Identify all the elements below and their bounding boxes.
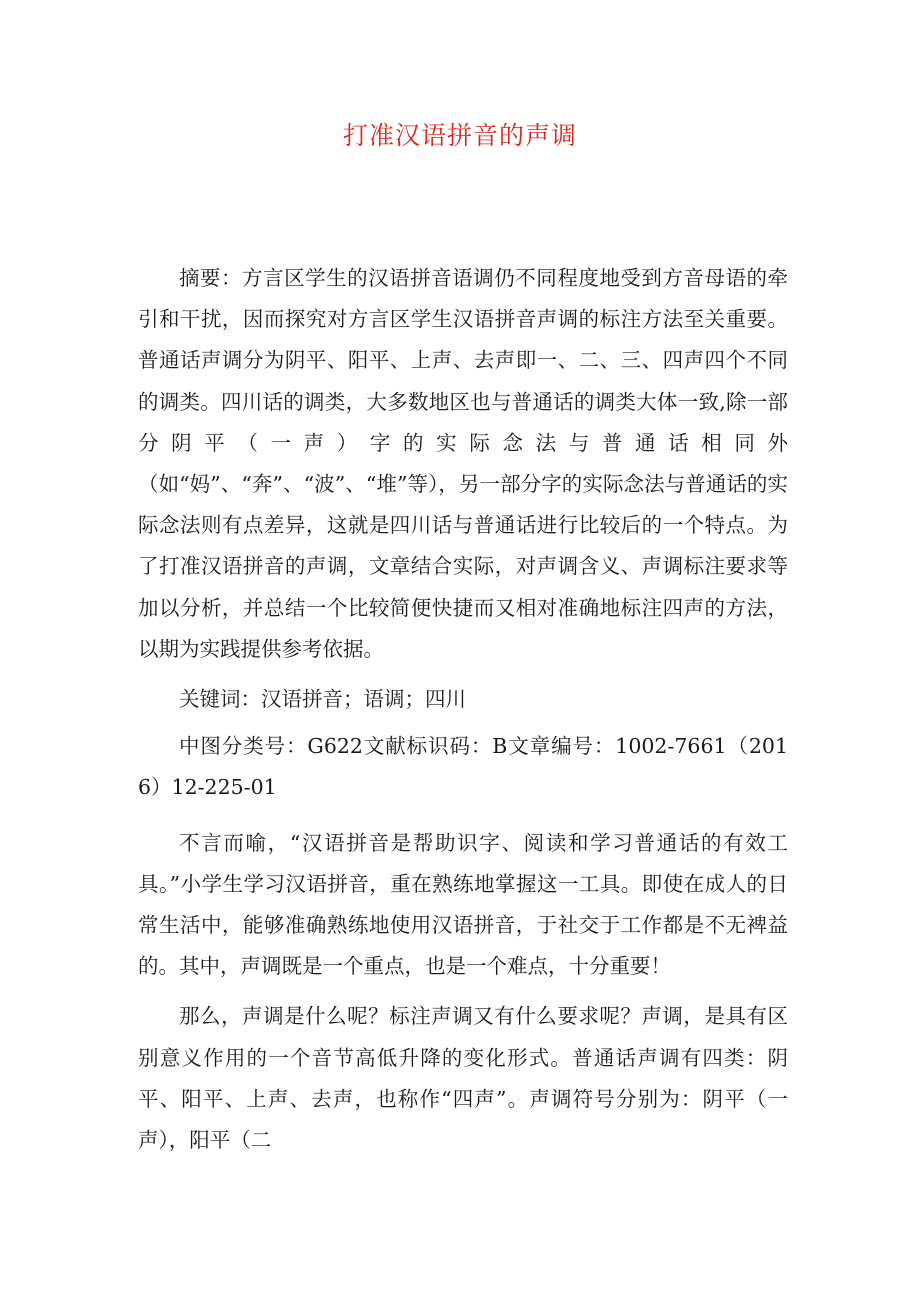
classification-line: 中图分类号：G622文献标识码：B文章编号：1002-7661（2016）12-225-01	[138, 734, 788, 800]
body-paragraph-2: 那么，声调是什么呢？标注声调又有什么要求呢？声调，是具有区别意义作用的一个音节高低升降的变化形式。普通话声调有四类：阴平、阳平、上声、去声，也称作“四声”。声调符号分别为：阴平（一声），阳平（二	[138, 1004, 788, 1153]
keywords-line: 关键词：汉语拼音；语调；四川	[179, 687, 466, 712]
body-paragraph-1: 不言而喻，“汉语拼音是帮助识字、阅读和学习普通话的有效工具。”小学生学习汉语拼音，重在熟练地掌握这一工具。即使在成人的日常生活中，能够准确熟练地使用汉语拼音，于社交于工作都是不无裨益的。其中，声调既是一个重点，也是一个难点，十分重要！	[138, 830, 788, 979]
document-title: 打准汉语拼音的声调	[342, 121, 577, 150]
abstract-paragraph: 摘要：方言区学生的汉语拼音语调仍不同程度地受到方音母语的牵引和干扰，因而探究对方言区学生汉语拼音声调的标注方法至关重要。普通话声调分为阴平、阳平、上声、去声即一、二、三、四声四个不同的调类。四川话的调类，大多数地区也与普通话的调类大体一致,除一部分阴平（一声）字的实际念法与普通话相同外（如“妈”、“奔”、“波”、“堆”等），另一部分字的实际念法与普通话的实际念法则有点差异，这就是四川话与普通话进行比较后的一个特点。为了打准汉语拼音的声调，文章结合实际，对声调含义、声调标注要求等加以分析，并总结一个比较简便快捷而又相对准确地标注四声的方法，以期为实践提供参考依据。	[138, 266, 788, 661]
document-body	[138, 258, 788, 1170]
